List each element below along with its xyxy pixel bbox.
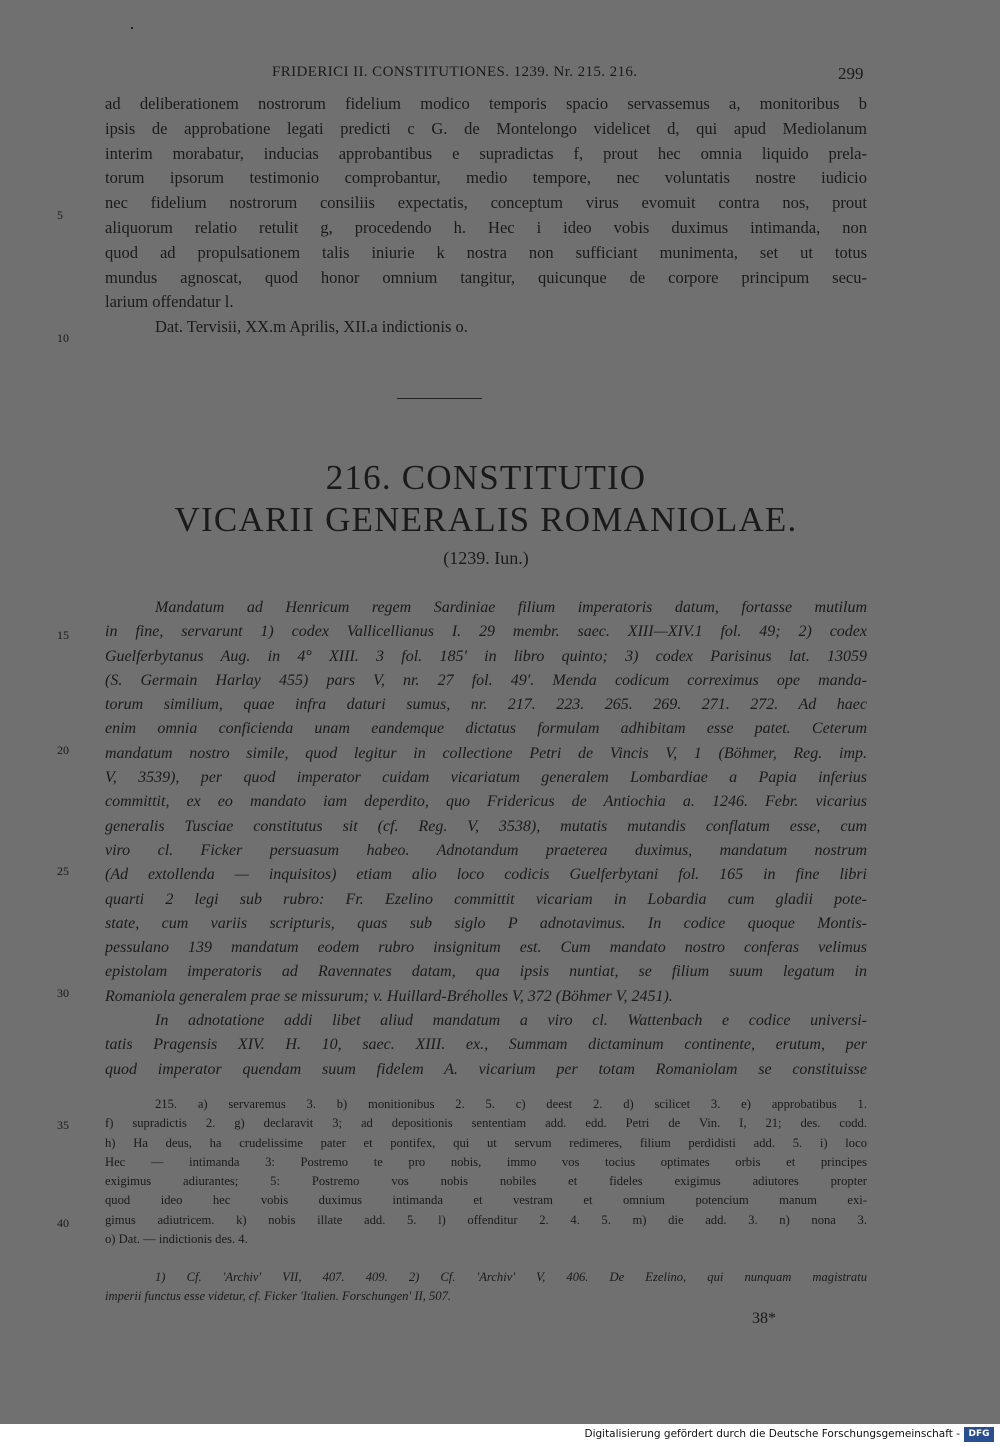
line-number: 10: [57, 331, 69, 345]
footnote-line: 215. a) servaremus 3. b) monitionibus 2. 5. c) deest 2. d) scilicet 3. e) approbatibus 1.: [155, 1097, 867, 1111]
footnote-line: o) Dat. — indictionis des. 4.: [105, 1232, 248, 1247]
text-line: Mandatum ad Henricum regem Sardiniae filium imperatoris datum, fortasse mutilum: [155, 599, 867, 616]
text-line: state, cum variis scripturis, quas sub siglo P adnotavimus. In codice quoque Montis-: [105, 914, 867, 932]
line-number: 30: [57, 986, 69, 1000]
scan-speck: [131, 27, 133, 29]
text-line: in fine, servarunt 1) codex Vallicellianus I. 29 membr. saec. XIII—XIV.1 fol. 49; 2) codex: [105, 623, 867, 641]
text-line: V, 3539), per quod imperator cuidam vicariatum generalem Lombardiae a Papia inferius: [105, 769, 867, 787]
page-number: 299: [838, 64, 864, 83]
footnote-line: f) supradictis 2. g) declaravit 3; ad depositionis sententiam add. edd. Petri de Vin. I, 21; des. codd.: [105, 1116, 867, 1131]
line-number: 20: [57, 743, 69, 757]
text-line: pessulano 139 mandatum eodem rubro insignitum est. Cum mandato nostro conferas velimus: [105, 939, 867, 957]
footnote-line: imperii functus esse videtur, cf. Ficker 'Italien. Forschungen' II, 507.: [105, 1289, 452, 1304]
running-head: FRIDERICI II. CONSTITUTIONES. 1239. Nr. 215. 216.: [272, 64, 638, 80]
text-line: quarti 2 legi sub rubro: Fr. Ezelino committit vicariam in Lobardia cum gladii pote-: [105, 890, 867, 908]
document-title-line-1: 216. CONSTITUTIO: [325, 458, 647, 497]
text-line: In adnotatione addi libet aliud mandatum a viro cl. Wattenbach e codice universi-: [155, 1012, 867, 1030]
text-line: mundus agnoscat, quod honor omnium tangitur, quicunque de corpore principum secu-: [105, 267, 867, 287]
text-line: quod ad propulsationem talis iniurie k nostra non sufficiant munimenta, set ut totus: [105, 242, 867, 262]
text-line: mandatum nostro simile, quod legitur in collectione Petri de Vincis V, 1 (Böhmer, Reg. imp.: [105, 744, 867, 762]
footnote-line: quod ideo hec vobis duximus intimanda et vestram et omnium potencium manum exi-: [105, 1193, 867, 1208]
line-number: 15: [57, 628, 69, 642]
text-line: larium offendatur l.: [105, 292, 234, 312]
text-line: interim morabatur, inducias approbantibus e supradictas f, prout hec omnia liquido prela-: [105, 143, 867, 163]
line-number: 35: [57, 1118, 69, 1132]
text-block-216-commentary: [105, 596, 867, 1082]
footnote-line: exigimus adiurantes; 5: Postremo vos nobis nobiles et fideles exigimus adiutores propter: [105, 1174, 867, 1189]
text-line: epistolam imperatoris ad Ravennates datam, qua ipsis nuntiat, se filium suum legatum in: [105, 963, 867, 981]
text-line: Romaniola generalem prae se missurum; v. Huillard-Bréholles V, 372 (Böhmer V, 2451).: [105, 987, 673, 1005]
text-line: torum ipsorum testimonio comprobantur, medio tempore, nec voluntatis nostre iudicio: [105, 168, 867, 188]
historical-footnotes: [105, 1268, 867, 1307]
text-line: viro cl. Ficker persuasum habeo. Adnotandum praeterea duximus, mandatum nostrum: [105, 841, 867, 859]
footnote-line: 1) Cf. 'Archiv' VII, 407. 409. 2) Cf. 'Archiv' V, 406. De Ezelino, qui nunquam magistratu: [155, 1270, 867, 1284]
text-line: ad deliberationem nostrorum fidelium modico temporis spacio servassemus a, monitoribus b: [105, 94, 867, 113]
footnote-line: gimus adiutricem. k) nobis illate add. 5. l) offenditur 2. 4. 5. m) die add. 3. n) nona 3.: [105, 1212, 867, 1227]
text-line: nec fidelium nostrorum consiliis expectatis, conceptum virus evomuit contra nos, prout: [105, 193, 867, 213]
critical-apparatus: [105, 1095, 867, 1249]
text-line: Guelferbytanus Aug. in 4° XIII. 3 fol. 185' in libro quinto; 3) codex Parisinus lat. 13059: [105, 647, 867, 665]
text-line: generalis Tusciae constitutus sit (cf. Reg. V, 3538), mutatis mutandis conflatum esse, cum: [105, 817, 867, 835]
text-block-215: [105, 92, 867, 340]
line-number: 5: [57, 208, 63, 222]
dating-line: Dat. Tervisii, XX.m Aprilis, XII.a indictionis o.: [155, 317, 468, 337]
text-line: committit, ex eo mandato iam deperdito, quo Fridericus de Antiochia a. 1246. Febr. vicarius: [105, 793, 867, 811]
text-line: quod imperator quendam suum fidelem A. vicarium per totam Romaniolam se constituisse: [105, 1060, 867, 1078]
text-line: tatis Pragensis XIV. H. 10, saec. XIII. ex., Summam dictaminum continente, erutum, per: [105, 1036, 867, 1054]
text-line: enim omnia conficienda unam eandemque dictatus formulam adhibitam esse patet. Ceterum: [105, 720, 867, 738]
line-number: 40: [57, 1216, 69, 1230]
text-line: aliquorum relatio retulit g, procedendo h. Hec i ideo vobis duximus intimanda, non: [105, 217, 867, 237]
section-divider: [397, 398, 482, 399]
text-line: (Ad extollenda — inquisitos) etiam alio loco codicis Guelferbytani fol. 165 in fine libri: [105, 866, 867, 884]
footnote-line: h) Ha deus, ha crudelissime pater et pontifex, qui ut servum redimeres, filium perdidisti add. 5. i) loco: [105, 1135, 867, 1150]
funding-credit: Digitalisierung gefördert durch die Deutsche Forschungsgemeinschaft -: [584, 1428, 960, 1440]
footnote-line: Hec — intimanda 3: Postremo te pro nobis, immo vos tocius optimates orbis et principes: [105, 1154, 867, 1169]
signature-mark: 38*: [752, 1310, 776, 1327]
text-line: (S. Germain Harlay 455) pars V, nr. 27 fol. 49'. Menda codicum correximus ope manda-: [105, 671, 867, 689]
dfg-logo-icon: DFG: [964, 1427, 994, 1442]
line-number: 25: [57, 864, 69, 878]
text-line: ipsis de approbatione legati predicti c G. de Montelongo videlicet d, qui apud Mediolanum: [105, 118, 867, 138]
document-title-line-2: VICARII GENERALIS ROMANIOLAE.: [174, 500, 798, 539]
document-date: (1239. Iun.): [443, 548, 529, 568]
text-line: torum similium, quae infra daturi sumus, nr. 217. 223. 265. 269. 271. 272. Ad haec: [105, 696, 867, 714]
footer-bar: [0, 1424, 1000, 1446]
